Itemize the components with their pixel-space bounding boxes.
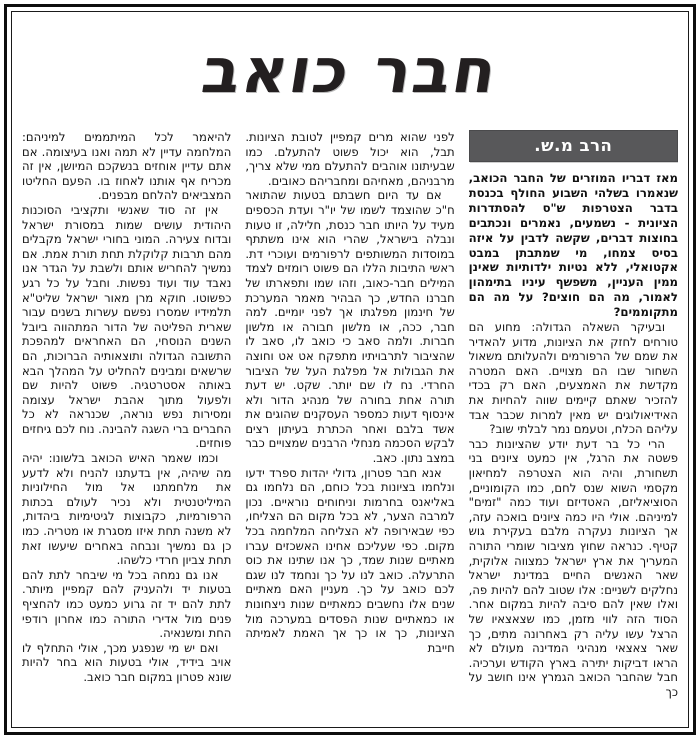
article-inner-frame (11, 11, 689, 728)
paragraph: מאז דבריו המוזרים של החבר הכואב, שנאמרו בשלהי השבוע החולף בכנסת בדבר הצטרפות ש"ס להסתדרות הציונית - נשמעים, נאמרים ונכתבים בחוצות דברים, שקשה לדבין על איזה בסיס צמחו, מי שמתבתן במבט אקטואלי, ללא נטיות ילדותיות שאינן ממין העניין, משפשף עיניו בתימהון לאמור, מה הם חוצים? על מה הם מתקוממים? (468, 171, 678, 320)
paragraph: אנו גם נמחה בכל מי שיבחר לתת להם בטעות יד ולהעניק להם קמפיין מיותר. לתת להם יד זה גרוע כמעט כמו להחציף פנים מול אדירי התורה כמו אחרון רודפי החת ומשנאיה. (22, 567, 232, 641)
paragraph: להיאמר לכל המיתממים למיניהם: המלחמה עדיין לא תמה ואנו בעיצומה. אם אתם עדיין אוחזים בנשקכם המיושן, אין זה מכריח אף אותנו לאחוז בו. הפעם החליטו המצביאים להלחם מבפנים. (22, 130, 232, 203)
paragraph: הרי כל בר דעת יודע שהציונות כבר פשטה את הרגל, אין כמעט ציונים בני תשחורת, והיה הוא הצטרפה למחיאון מקסמי השוא שנס לחם, כמו הקומוניים, הסוציאליזם, האטדיזם ועוד כמה "זמים" למיניהם. אולי היו כמה ציונים בואכה עזה, אך הציונות נעקרה מלבם בעקירת גוש קטיף. כנראה שחוץ מציבור שומרי התורה המעריך את ארץ ישראל כמצווה אלוקית, שאר האנשים החיים במדינת ישראל נחלקים לשניים: אלו שטוב להם להיות פה, ואלו שאין להם סיבה להיות במקום אחר. הסוד הזה לווי מזמן, כמו שצאצאיו של הרצל עשו עליה רק באחרונה מתים, כך שאר צאצאי מנהיגי המדינה מעולם לא הראו דביקות יתירה בארץ הקודש וערכיה. חבל שהחבר הכואב הגמרץ אינו חושב על כך (468, 436, 678, 699)
article-outer-frame (4, 4, 696, 735)
column-left (22, 130, 231, 716)
byline-badge: הרב מ.ש. (469, 130, 678, 162)
article-columns (22, 130, 678, 716)
paragraph: ובעיקר השאלה הגדולה: מחוע הם טורחים לחזק את הציונות, מדוע להאדיר את שמם של הרפורמים ולהעלותם משאול השחור שבו הם מצויים. האם המטרה מקדשת את האמצעים, האם רק בכדי להזכיר שאתם קיימים שווה להחיות את האידיאולוגים יש מאין למרות שכבר אבד עליהם הכלח, וטעמם נמר לבלתי שוב? (468, 320, 678, 437)
page-title: חבר כואב (196, 34, 504, 107)
column-middle (245, 130, 454, 716)
paragraph: וכמו שאמר האיש הכואב בלשונו: יהיה מה שיהיה, אין בדעתנו להניח ולא לדעע את מלחמתנו אל מול החילוניות המיליטנטית ולא נכיר לעולם בכתות הרפורמיות, כקבוצות לגיטימיות ביהדות, לא משנה תחת איזו מסגרת או מטריה. כמו כן גם נמשיך ונבחה באחרים שיעשו זאת תחת צביון חרדי כלשהו. (22, 451, 232, 568)
paragraph: אם עד היום חשבתם בטעות שהתואר ח"כ שהוצמד לשמו של יו"ר ועדת הכספים מעיד על היותו חבר כנסת, חלילה, זו טעות ונבלה בישראל, שהרי הוא אינו משתתף במוסדות המשותפים לרפורמים ועוכרי דת. ראשי התיבות הללו הם פשוט רומזים לצמד המילים חבר-כאוב, וזהו שמו ותפארתו של חברנו החדש, כך הבהיר מאמר המערכת של חינמון מפלגתו אך לפני יומיים. למה חבר, ככה, או מלשון חבורה או מלשון חברות. ולמה סאב כי כואב לו, סאב לו שהציבור לתרבויתיו מתפקח אט אט וחוצה את הגבולות אל מפלגת העל של הציבור החרדי. נח לו שם יותר. שקט. יש דעת תורה אחת בחורה של מנהיג הדור ולא אינסוף דעות כמספר העסקנים שהוגים את אשד בלבם ואחר הכתרת בעיתון רצים לבקש הסכמה מנחלי הרבנים שמצויים כבר במצב נתון. כאב. (245, 188, 455, 466)
headline-band (22, 18, 678, 130)
paragraph: אין זה סוד שאנשי ותקציבי הסוכנות היהודית עושים שמות במסורת ישראל ובדוח צעירה. המוני בחורי ישראל מקבלים מהם תרבות קלוקלת תחת תורת אמת. אם נמשיך להחריש אותם ולשבת על הגדר אנו נאבד עוד ועוד נפשות. וחבל על כל רגע כפשוטו. חוקא מרן מאור ישראל שליט"א תלמידיו שמסרו נפשם עשרות בשנים עבור שארית הפליטה של הדור המתהווה ביובל השנים הנוסחי, הם האחראים למהפכת התשובה הגדולה ותוצאותיה הברוכות, הם שרשאים ומבינים להחליט על המהלך הבא באותה אסטרטגיה. פשוט להיות שם ולפעול מתוך אהבת ישראל עצומה ומסירות נפש נוראה, שכנראה לא כל החברים ברי השגה להבינה. נוח לכם גיחזים פוחזים. (22, 202, 232, 451)
column-right (469, 130, 678, 716)
paragraph: לפני שהוא מרים קמפיין לטובת הציונות. תבל, הוא יכול פשוט להתעלם. כמו שבעיתונו אוהבים להתעלם ממי שלא צריך, מרבניהם, מאחיהם ומחבריהם כאובים. (245, 130, 455, 188)
paragraph: אנא חבר פטרון, גדולי יהדות ספרד ידעו ונלחמו בציונות בכל כוחם, הם נלחמו גם באליאנס בחרמות וניחוחים נוראיים. נכון למרבה הצער, לא בכל מקום הם הצליחו, כפי שבאירופה לא הצליחה המלחמה בכל מקום. כפי שעליכם אחינו האשכזים עברו מאתיים שנות שמד, כך אנו שתינו את כוס התרעלה. כואב לנו על כך ונחמד לנו שגם לכם כואב על כך. מעניין האם מאתיים שנים אלו נחשבים כמאתיים שנות ניצחונות או כמאתיים שנות הפסדים במערכה מול הציונות, כך או כך אך האמת לאמיתה חייבת (245, 465, 455, 655)
paragraph: ואם יש מי שנפגע מכך, אולי התחלף לו אויב בידיד, אולי בטעות הוא בחר להיות שונא פטרון במקום חבר כואב. (22, 640, 232, 684)
